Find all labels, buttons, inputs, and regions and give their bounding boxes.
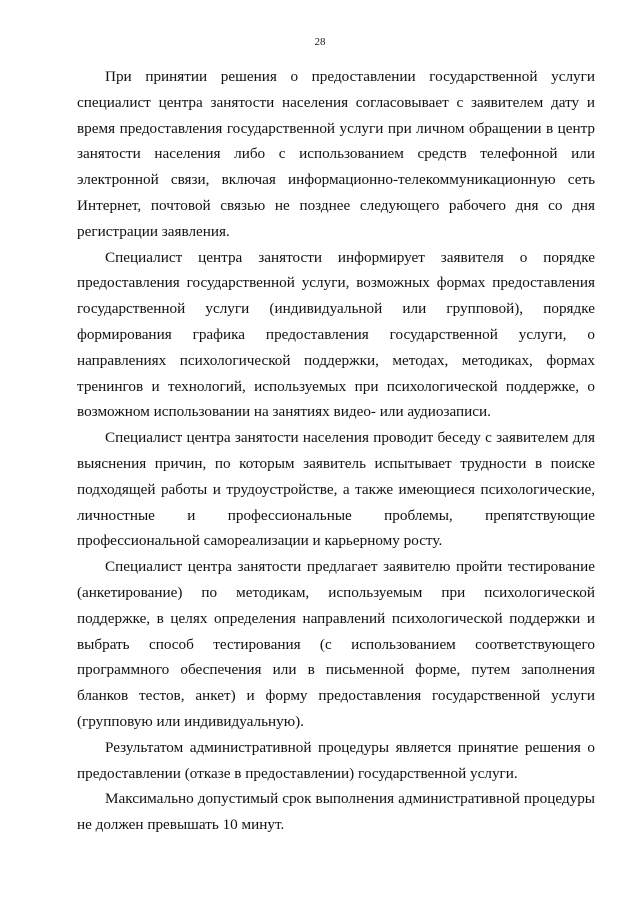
paragraph-informing: Специалист центра занятости информирует заявителя о порядке предоставления государственной услуги, возможных формах предоставления государственной услуги (индивидуальной или групповой), порядке формирования графика предоставления государственной услуги, о направлениях психологической поддержки, методах, методиках, формах тренингов и технологий, используемых при психологической поддержке, о возможном использовании на занятиях видео- или аудиозаписи. [77, 248, 595, 421]
paragraph-deadline: Максимально допустимый срок выполнения административной процедуры не должен превышать 10 минут. [77, 790, 595, 834]
page-number: 28 [314, 36, 326, 48]
paragraph-testing: Специалист центра занятости предлагает заявителю пройти тестирование (анкетирование) по методикам, используемым при психологической поддержке, в целях определения направлений психологической поддержки и выбрать способ тестирования (с использованием соответствующего программного обеспечения или в письменной форме, путем заполнения бланков тестов, анкет) и форму предоставления государственной услуги (групповую или индивидуальную). [77, 558, 595, 730]
document-body [77, 64, 595, 838]
paragraph-result: Результатом административной процедуры является принятие решения о предоставлении (отказе в предоставлении) государственной услуги. [77, 738, 595, 782]
paragraph-appointment: При принятии решения о предоставлении государственной услуги специалист центра занятости населения согласовывает с заявителем дату и время предоставления государственной услуги при личном обращении в центр занятости населения либо с использованием средств телефонной или электронной связи, включая информационно-телекоммуникационную сеть Интернет, почтовой связью не позднее следующего рабочего дня со дня регистрации заявления. [77, 68, 595, 240]
paragraph-interview: Специалист центра занятости населения проводит беседу с заявителем для выяснения причин, по которым заявитель испытывает трудности в поиске подходящей работы и трудоустройстве, а также имеющиеся психологические, личностные и профессиональные проблемы, препятствующие профессиональной самореализации и карьерному росту. [77, 429, 595, 550]
